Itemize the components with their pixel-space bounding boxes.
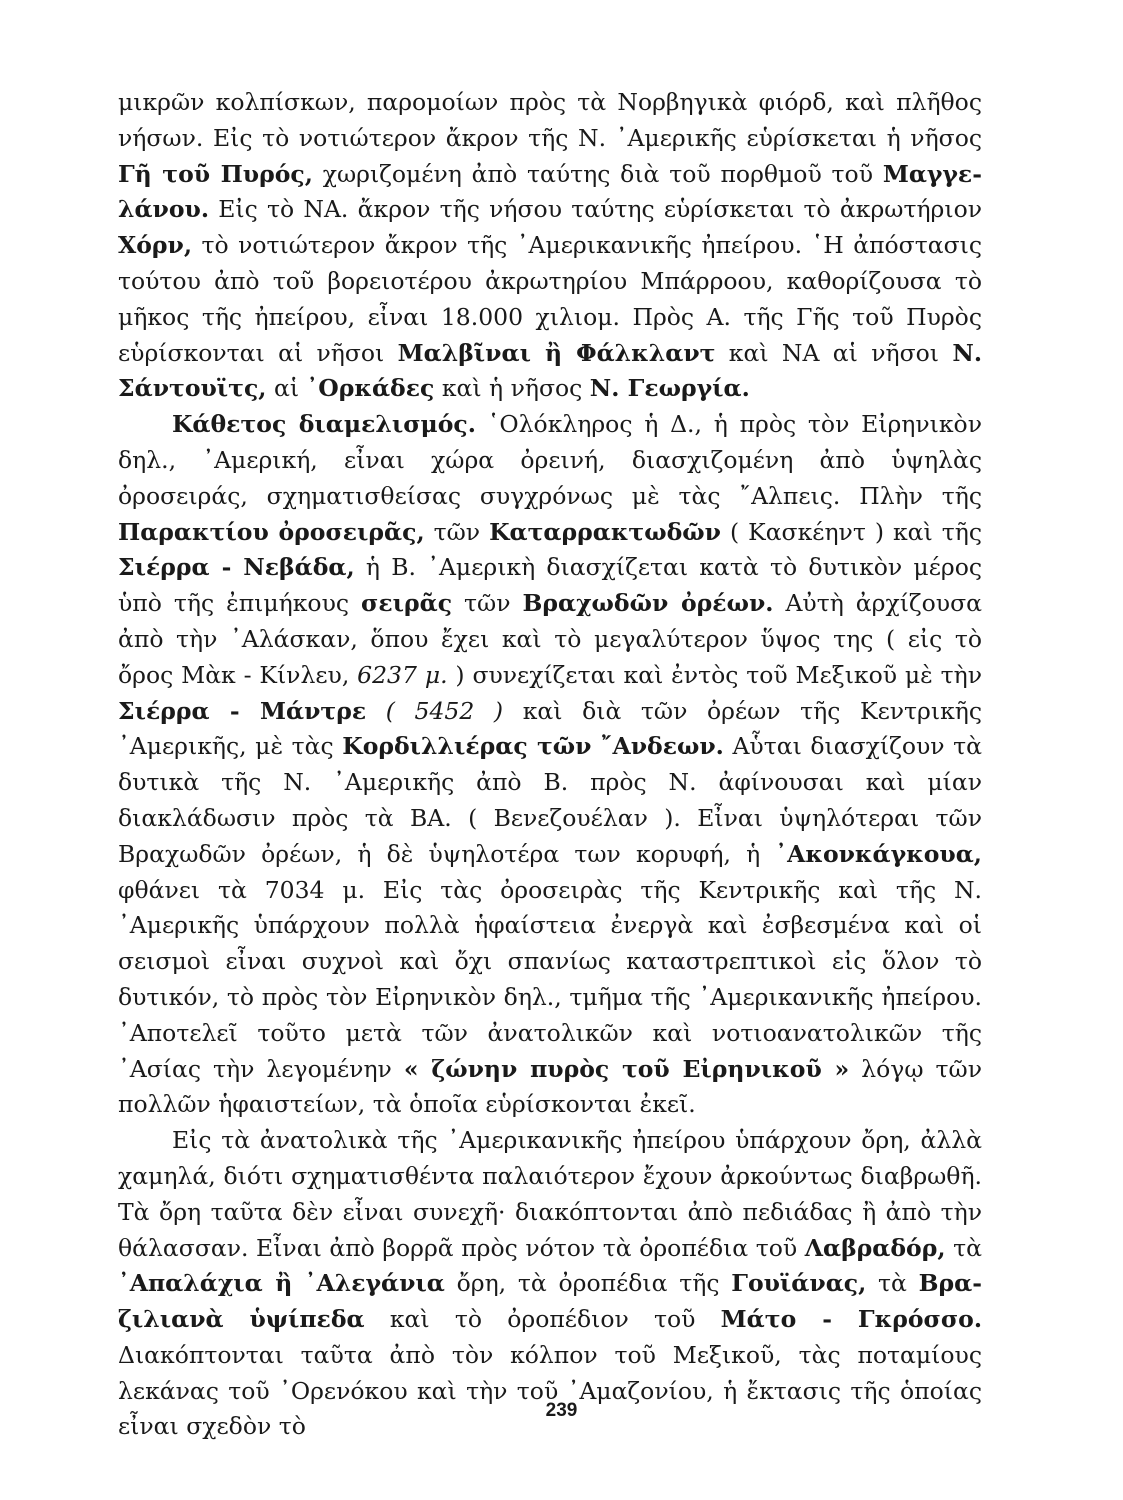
text-run: Διακόπτονται ταῦτα ἀπὸ τὸν κόλπον τοῦ Μεξικοῦ, τὰς ποταμίους λεκάνας τοῦ ᾿Ορενόκου καὶ τὴν τοῦ ᾿Αμαζονίου, ἡ ἔκτασις τῆς ὁποίας εἶναι σχεδὸν τὸ (118, 1340, 982, 1441)
text-run: Αὐτὴ ἀρχίζουσα ἀπὸ τὴν ᾿Αλάσκαν, ὅπου ἔχει καὶ τὸ μεγαλύτερον ὕψος της ( εἰς τὸ ὄρος Μὰκ - Κίνλευ, (118, 589, 982, 689)
text-run: ( Κασκέηντ ) καὶ τῆς (720, 517, 982, 546)
text-run: τῶν (424, 517, 490, 546)
paragraph-3 (118, 1123, 982, 1445)
paragraph-2 (118, 407, 982, 1123)
bold-term: « ζώνην πυρὸς τοῦ Εἰρηνικοῦ » (403, 1054, 850, 1083)
paragraph-1 (118, 85, 982, 407)
text-run: τὰ (866, 1269, 919, 1298)
bold-term: Σιέρρα - Νεβάδα, (118, 553, 355, 582)
bold-term: Χόρν, (118, 231, 193, 260)
italic-figure: 6237 μ. (357, 660, 448, 689)
bold-term: Μάτο - Γκρόσσο. (720, 1305, 983, 1334)
bold-term: Ν. Σάντουϊτς, (118, 338, 983, 403)
text-run: μικρῶν κολπίσκων, παρομοίων πρὸς τὰ Νορβηγικὰ φιόρδ, καὶ πλῆθος νήσων. Εἰς τὸ νοτιώτερον ἄκρον τῆς Ν. ᾿Αμερικῆς εὑρίσκεται ἡ νῆσος (118, 88, 982, 152)
bold-term: σειρᾶς (361, 589, 453, 618)
bold-term: Καταρρακτωδῶν (489, 517, 721, 546)
bold-term: Ν. Γεωργία. (589, 374, 750, 403)
text-run: αἱ (266, 374, 307, 403)
text-run: Εἰς τὸ ΝΑ. ἄκρον τῆς νήσου ταύτης εὑρίσκεται τὸ ἀκρωτήριον (209, 195, 982, 224)
text-run: καὶ ἡ νῆσος (434, 374, 590, 403)
text-run: Εἰς τὰ ἀνατολικὰ τῆς ᾿Αμερικανικῆς ἠπείρου ὑπάρχουν ὄρη, ἀλλὰ χαμηλά, διότι σχηματισθέντα παλαιότερον ἔχουν ἀρκούντως διαβρωθῆ. Τὰ ὄρη ταῦτα δὲν εἶναι συνεχῆ· διακόπτονται ἀπὸ πεδιάδας ἢ ἀπὸ τὴν θάλασσαν. Εἶναι ἀπὸ βορρᾶ πρὸς νότον τὰ ὀροπέδια τοῦ (118, 1126, 982, 1262)
page-number: 239 (545, 1400, 578, 1421)
bold-term: Μαγγελάνου. (118, 159, 982, 224)
text-run: ἡ Β. ᾿Αμερικὴ διασχίζεται κατὰ τὸ δυτικὸν μέρος ὑπὸ τῆς ἐπιμήκους (118, 553, 983, 618)
text-run: Αὗται διασχίζουν τὰ δυτικὰ τῆς Ν. ᾿Αμερικῆς ἀπὸ Β. πρὸς Ν. ἀφίνουσαι καὶ μίαν διακλάδωσιν πρὸς τὰ ΒΑ. ( Βενεζουέλαν ). Εἶναι ὑψηλότεραι τῶν Βραχωδῶν ὀρέων, ἡ δὲ ὑψηλοτέρα των κορυφή, ἡ (118, 732, 983, 868)
body-text (118, 85, 982, 1445)
text-run: φθάνει τὰ 7034 μ. Εἰς τὰς ὀροσειρὰς τῆς Κεντρικῆς καὶ τῆς Ν. ᾿Αμερικῆς ὑπάρχουν πολλὰ ἡφαίστεια ἐνεργὰ καὶ ἐσβεσμένα καὶ οἱ σεισμοὶ εἶναι συχνοὶ καὶ ὄχι σπανίως καταστρεπτικοὶ εἰς ὅλον τὸ δυτικόν, τὸ πρὸς τὸν Εἰρηνικὸν δηλ., τμῆμα τῆς ᾿Αμερικανικῆς ἠπείρου. ᾿Αποτελεῖ τοῦτο μετὰ τῶν ἀνατολικῶν καὶ νοτιοανατολικῶν τῆς ᾿Ασίας τὴν λεγομένην (118, 875, 982, 1083)
bold-term: Γουϊάνας, (731, 1269, 867, 1298)
bold-term: Βραχωδῶν ὀρέων. (522, 589, 774, 618)
bold-term: Γῆ τοῦ Πυρός, (118, 159, 313, 188)
text-run: τὸ νοτιώτερον ἄκρον τῆς ᾿Αμερικανικῆς ἠπείρου. ῾Η ἀπόστασις τούτου ἀπὸ τοῦ βορειοτέρου ἀκρωτηρίου Μπάρροου, καθορίζουσα τὸ μῆκος τῆς ἠπείρου, εἶναι 18.000 χιλιομ. Πρὸς Α. τῆς Γῆς τοῦ Πυρὸς εὑρίσκονται αἱ νῆσοι (118, 231, 982, 367)
bold-term: Κορδιλλιέρας τῶν ῎Ανδεων. (342, 732, 724, 761)
bold-term: Λαβραδόρ, (804, 1233, 946, 1262)
bold-term: Βραζιλιανὰ ὑψίπεδα (118, 1269, 982, 1334)
text-run: ὄρη, τὰ ὀροπέδια τῆς (444, 1269, 732, 1298)
italic-figure: ( 5452 ) (366, 696, 504, 725)
bold-term: Σιέρρα - Μάντρε (118, 696, 367, 725)
bold-term: ᾿Απαλάχια ἢ ᾿Αλεγάνια (118, 1269, 445, 1298)
text-run: καὶ ΝΑ αἱ νῆσοι (715, 338, 953, 367)
text-run: λόγῳ τῶν πολλῶν ἡφαιστείων, τὰ ὁποῖα εὑρίσκονται ἐκεῖ. (118, 1054, 982, 1119)
section-heading: Κάθετος διαμελισμός. (172, 410, 476, 439)
text-run: τὰ (945, 1233, 982, 1262)
bold-term: Μαλβῖναι ἢ Φάλκλαντ (397, 338, 716, 367)
bold-term: ᾿Ορκάδες (306, 374, 435, 403)
text-run: ) συνεχίζεται καὶ ἐντὸς τοῦ Μεξικοῦ μὲ τὴν (447, 660, 983, 689)
bold-term: ᾿Ακονκάγκουα, (775, 839, 982, 868)
text-run: καὶ διὰ τῶν ὀρέων τῆς Κεντρικῆς ᾿Αμερικῆς, μὲ τὰς (118, 696, 983, 761)
text-run: καὶ τὸ ὀροπέδιον τοῦ (364, 1305, 721, 1334)
text-run: τῶν (452, 589, 523, 618)
text-run: ῾Ολόκληρος ἡ Δ., ἡ πρὸς τὸν Εἰρηνικὸν δηλ., ᾿Αμερική, εἶναι χώρα ὀρεινή, διασχιζομένη ἀπὸ ὑψηλὰς ὀροσειράς, σχηματισθείσας συγχρόνως μὲ τὰς ῎Αλπεις. Πλὴν τῆς (118, 410, 982, 510)
text-run: χωριζομένη ἀπὸ ταύτης διὰ τοῦ πορθμοῦ τοῦ (312, 159, 883, 188)
bold-term: Παρακτίου ὀροσειρᾶς, (118, 517, 425, 546)
